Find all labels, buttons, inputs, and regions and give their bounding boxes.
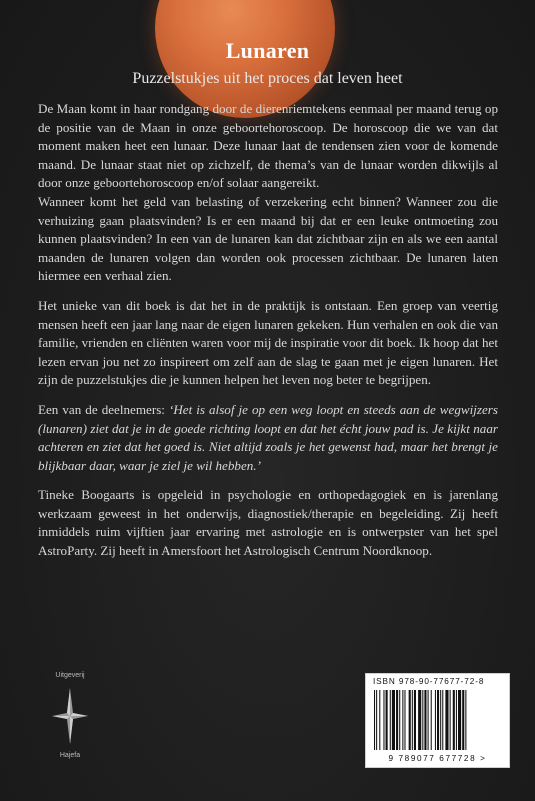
paragraph-questions: Wanneer komt het geld van belasting of verzekering echt binnen? Wanneer zou die verhuizing gaan plaatsvinden? Is er een maand bij dat er een leuke ontmoeting zou kunnen plaatsvinden? In een van de lunaren kan dat zichtbaar zijn en als we een aantal maanden de lunaren volgen dan worden ook processen zichtbaar. De lunaren laten hiermee een verhaal zien. bbox=[38, 193, 498, 284]
compass-star-icon bbox=[50, 686, 90, 746]
barcode-bar bbox=[435, 690, 436, 750]
barcode-bar bbox=[412, 690, 413, 750]
barcode-bar bbox=[402, 690, 403, 750]
paragraph-author-bio: Tineke Boogaarts is opgeleid in psychologie en orthopedagogiek en is jarenlang werkzaam geweest in het onderwijs, diagnostiek/therapie en begeleiding. Zij heeft inmiddels ruim vijftien jaar ervaring met astrologie en is ontwerpster van het spel AstroParty. Zij heeft in Amersfoort het Astrologisch Centrum Noordknoop. bbox=[38, 487, 498, 559]
barcode-bar bbox=[399, 690, 400, 750]
barcode-bar bbox=[424, 690, 426, 750]
publisher-label-bottom: Hajefa bbox=[59, 752, 81, 759]
barcode-bar bbox=[440, 690, 441, 750]
barcode-bar bbox=[453, 690, 455, 750]
barcode-bar bbox=[462, 690, 464, 750]
barcode-bar bbox=[450, 690, 451, 750]
quote-lead: Een van de deelnemers: bbox=[38, 401, 169, 417]
barcode-bar bbox=[442, 690, 443, 750]
isbn-barcode bbox=[365, 673, 510, 768]
barcode-bar bbox=[376, 690, 377, 750]
publisher-logo bbox=[38, 672, 102, 762]
barcode-bar bbox=[396, 690, 398, 750]
barcode-bar bbox=[445, 690, 448, 750]
barcode-bar bbox=[458, 690, 461, 750]
barcode-bar bbox=[456, 690, 457, 750]
participant-quote: ‘Het is alsof je op een weg loopt en steeds aan de wegwijzers (lunaren) ziet dat je in de goede richting loopt en dat het écht jouw pad is. Je kijkt naar achteren en ziet dat het goed is. Niet altijd zoals je het gewenst had, maar het brengt je blijkbaar daar, waar je ziel je wil hebben.’ bbox=[38, 401, 498, 473]
barcode-bar bbox=[374, 690, 375, 750]
isbn-number: ISBN 978-90-77677-72-8 bbox=[373, 677, 485, 686]
barcode-bar bbox=[414, 690, 416, 750]
barcode-bar bbox=[409, 690, 411, 750]
barcode-bar bbox=[422, 690, 423, 750]
barcode-bar bbox=[392, 690, 395, 750]
barcode-bar bbox=[437, 690, 439, 750]
barcode-bar bbox=[390, 690, 391, 750]
barcode-bar bbox=[465, 690, 466, 750]
barcode-bar bbox=[379, 690, 380, 750]
barcode-bar bbox=[404, 690, 405, 750]
publisher-label-top: Uitgeverij bbox=[55, 672, 85, 679]
barcode-bar bbox=[431, 690, 432, 750]
paragraph-intro: De Maan komt in haar rondgang door de dierenriemtekens eenmaal per maand terug op de positie van de Maan in onze geboortehoroscoop. De horoscoop die we van dat moment maken heet een lunaar. Deze lunaar laat de tendensen zien voor de komende maand. De lunaar staat niet op zichzelf, de thema’s van de lunaar worden dikwijls al door onze geboortehoroscoop en/of solaar aangereikt. bbox=[38, 101, 498, 191]
barcode-bar bbox=[383, 690, 384, 750]
blurb-text bbox=[38, 100, 498, 561]
barcode-bars bbox=[372, 690, 504, 750]
barcode-bar bbox=[428, 690, 429, 750]
barcode-bar bbox=[418, 690, 421, 750]
paragraph-origin: Het unieke van dit boek is dat het in de praktijk is ontstaan. Een groep van veertig mensen heeft een jaar lang naar de eigen lunaren gekeken. Hun verhalen en ook die van familie, vrienden en cliënten waren voor mij de inspiratie voor dit boek. Ik hoop dat het lezen ervan jou net zo inspireert om zelf aan de slag te gaan met je eigen lunaren. Het zijn de puzzelstukjes die je kunnen helpen het leven nog beter te begrijpen. bbox=[38, 297, 498, 388]
barcode-bar bbox=[386, 690, 388, 750]
book-subtitle: Puzzelstukjes uit het proces dat leven heet bbox=[132, 70, 403, 87]
paragraph-quote bbox=[38, 401, 498, 475]
book-title: Lunaren bbox=[225, 38, 310, 63]
barcode-digits: 9 789077 677728 > bbox=[388, 754, 487, 763]
